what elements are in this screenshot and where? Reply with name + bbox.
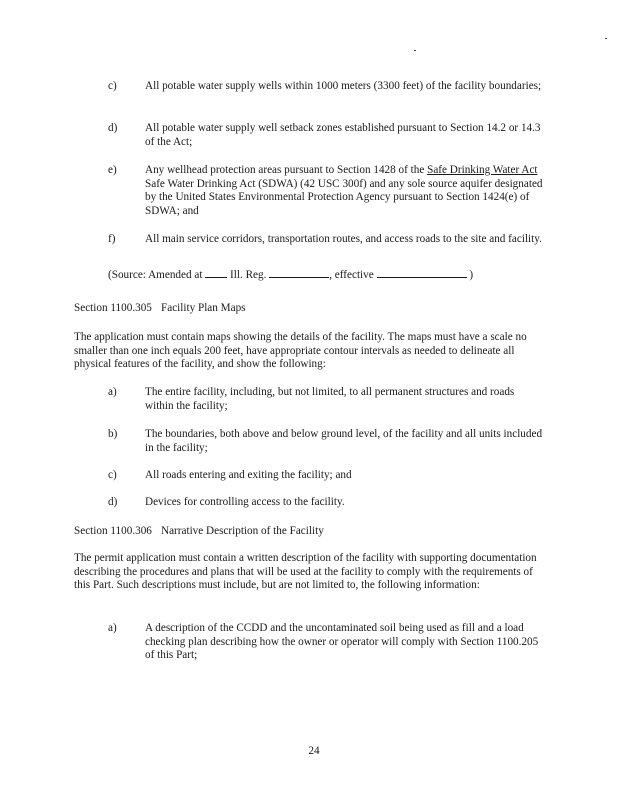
blank-line	[377, 268, 467, 278]
list-item-text: All potable water supply well setback zones established pursuant to Section 14.2 or 14.3 of the Act;	[145, 122, 541, 148]
scan-speck	[414, 50, 416, 51]
list-item-text: The boundaries, both above and below ground level, of the facility and all units included in the facility;	[145, 428, 543, 454]
list-item-letter: a)	[108, 622, 117, 634]
list-item-text: The entire facility, including, but not limited, to all permanent structures and roads within the facility;	[145, 386, 515, 412]
list-item-letter: a)	[108, 386, 117, 398]
underlined-act-name: Safe Drinking Water Act	[427, 164, 538, 176]
list-item-letter: c)	[108, 469, 117, 481]
section-intro: The permit application must contain a written description of the facility with supporting documentation describing the procedures and plans that will be used at the facility to comply with the requirements of this Part. Such descriptions must include, but are not limited to, the following information:	[74, 552, 537, 592]
source-prefix: (Source: Amended at	[108, 269, 203, 281]
section-title: Narrative Description of the Facility	[161, 525, 324, 537]
list-item-letter: f)	[108, 233, 116, 245]
list-item-letter: c)	[108, 80, 117, 92]
blank-line	[269, 268, 329, 278]
list-item-text	[145, 164, 545, 218]
source-note	[108, 268, 538, 283]
section-intro: The application must contain maps showing the details of the facility. The maps must have a scale no smaller than one inch equals 200 feet, have appropriate contour intervals as needed to delineate all physical features of the facility, and show the following:	[74, 331, 527, 371]
list-item-text: All main service corridors, transportation routes, and access roads to the site and facility.	[145, 233, 542, 245]
scan-speck	[605, 38, 607, 39]
source-reg: Ill. Reg.	[230, 269, 267, 281]
blank-line	[205, 268, 227, 278]
page-number: 24	[308, 745, 320, 757]
list-item-text: All roads entering and exiting the facility; and	[145, 469, 352, 481]
list-item-text: Devices for controlling access to the facility.	[145, 496, 345, 508]
list-item-letter: d)	[108, 496, 118, 508]
text-segment: Safe Water Drinking Act (SDWA) (42 USC 300f) and any sole source aquifer designated by the United States Environmental Protection Agency pursuant to Section 1424(e) of SDWA; and	[145, 177, 543, 217]
section-number: Section 1100.305	[74, 302, 152, 314]
source-suffix: )	[469, 269, 474, 281]
source-effective: , effective	[329, 269, 374, 281]
list-item-letter: e)	[108, 164, 117, 176]
section-heading	[74, 302, 246, 316]
section-heading	[74, 525, 324, 539]
section-title: Facility Plan Maps	[161, 302, 246, 314]
list-item-letter: b)	[108, 428, 118, 440]
section-number: Section 1100.306	[74, 525, 152, 537]
text-segment: Any wellhead protection areas pursuant to Section 1428 of the	[145, 164, 428, 176]
list-item-letter: d)	[108, 122, 118, 134]
list-item-text: All potable water supply wells within 1000 meters (3300 feet) of the facility boundaries;	[145, 80, 542, 92]
list-item-text: A description of the CCDD and the uncontaminated soil being used as fill and a load checking plan describing how the owner or operator will comply with Section 1100.205 of this Part;	[145, 622, 539, 662]
